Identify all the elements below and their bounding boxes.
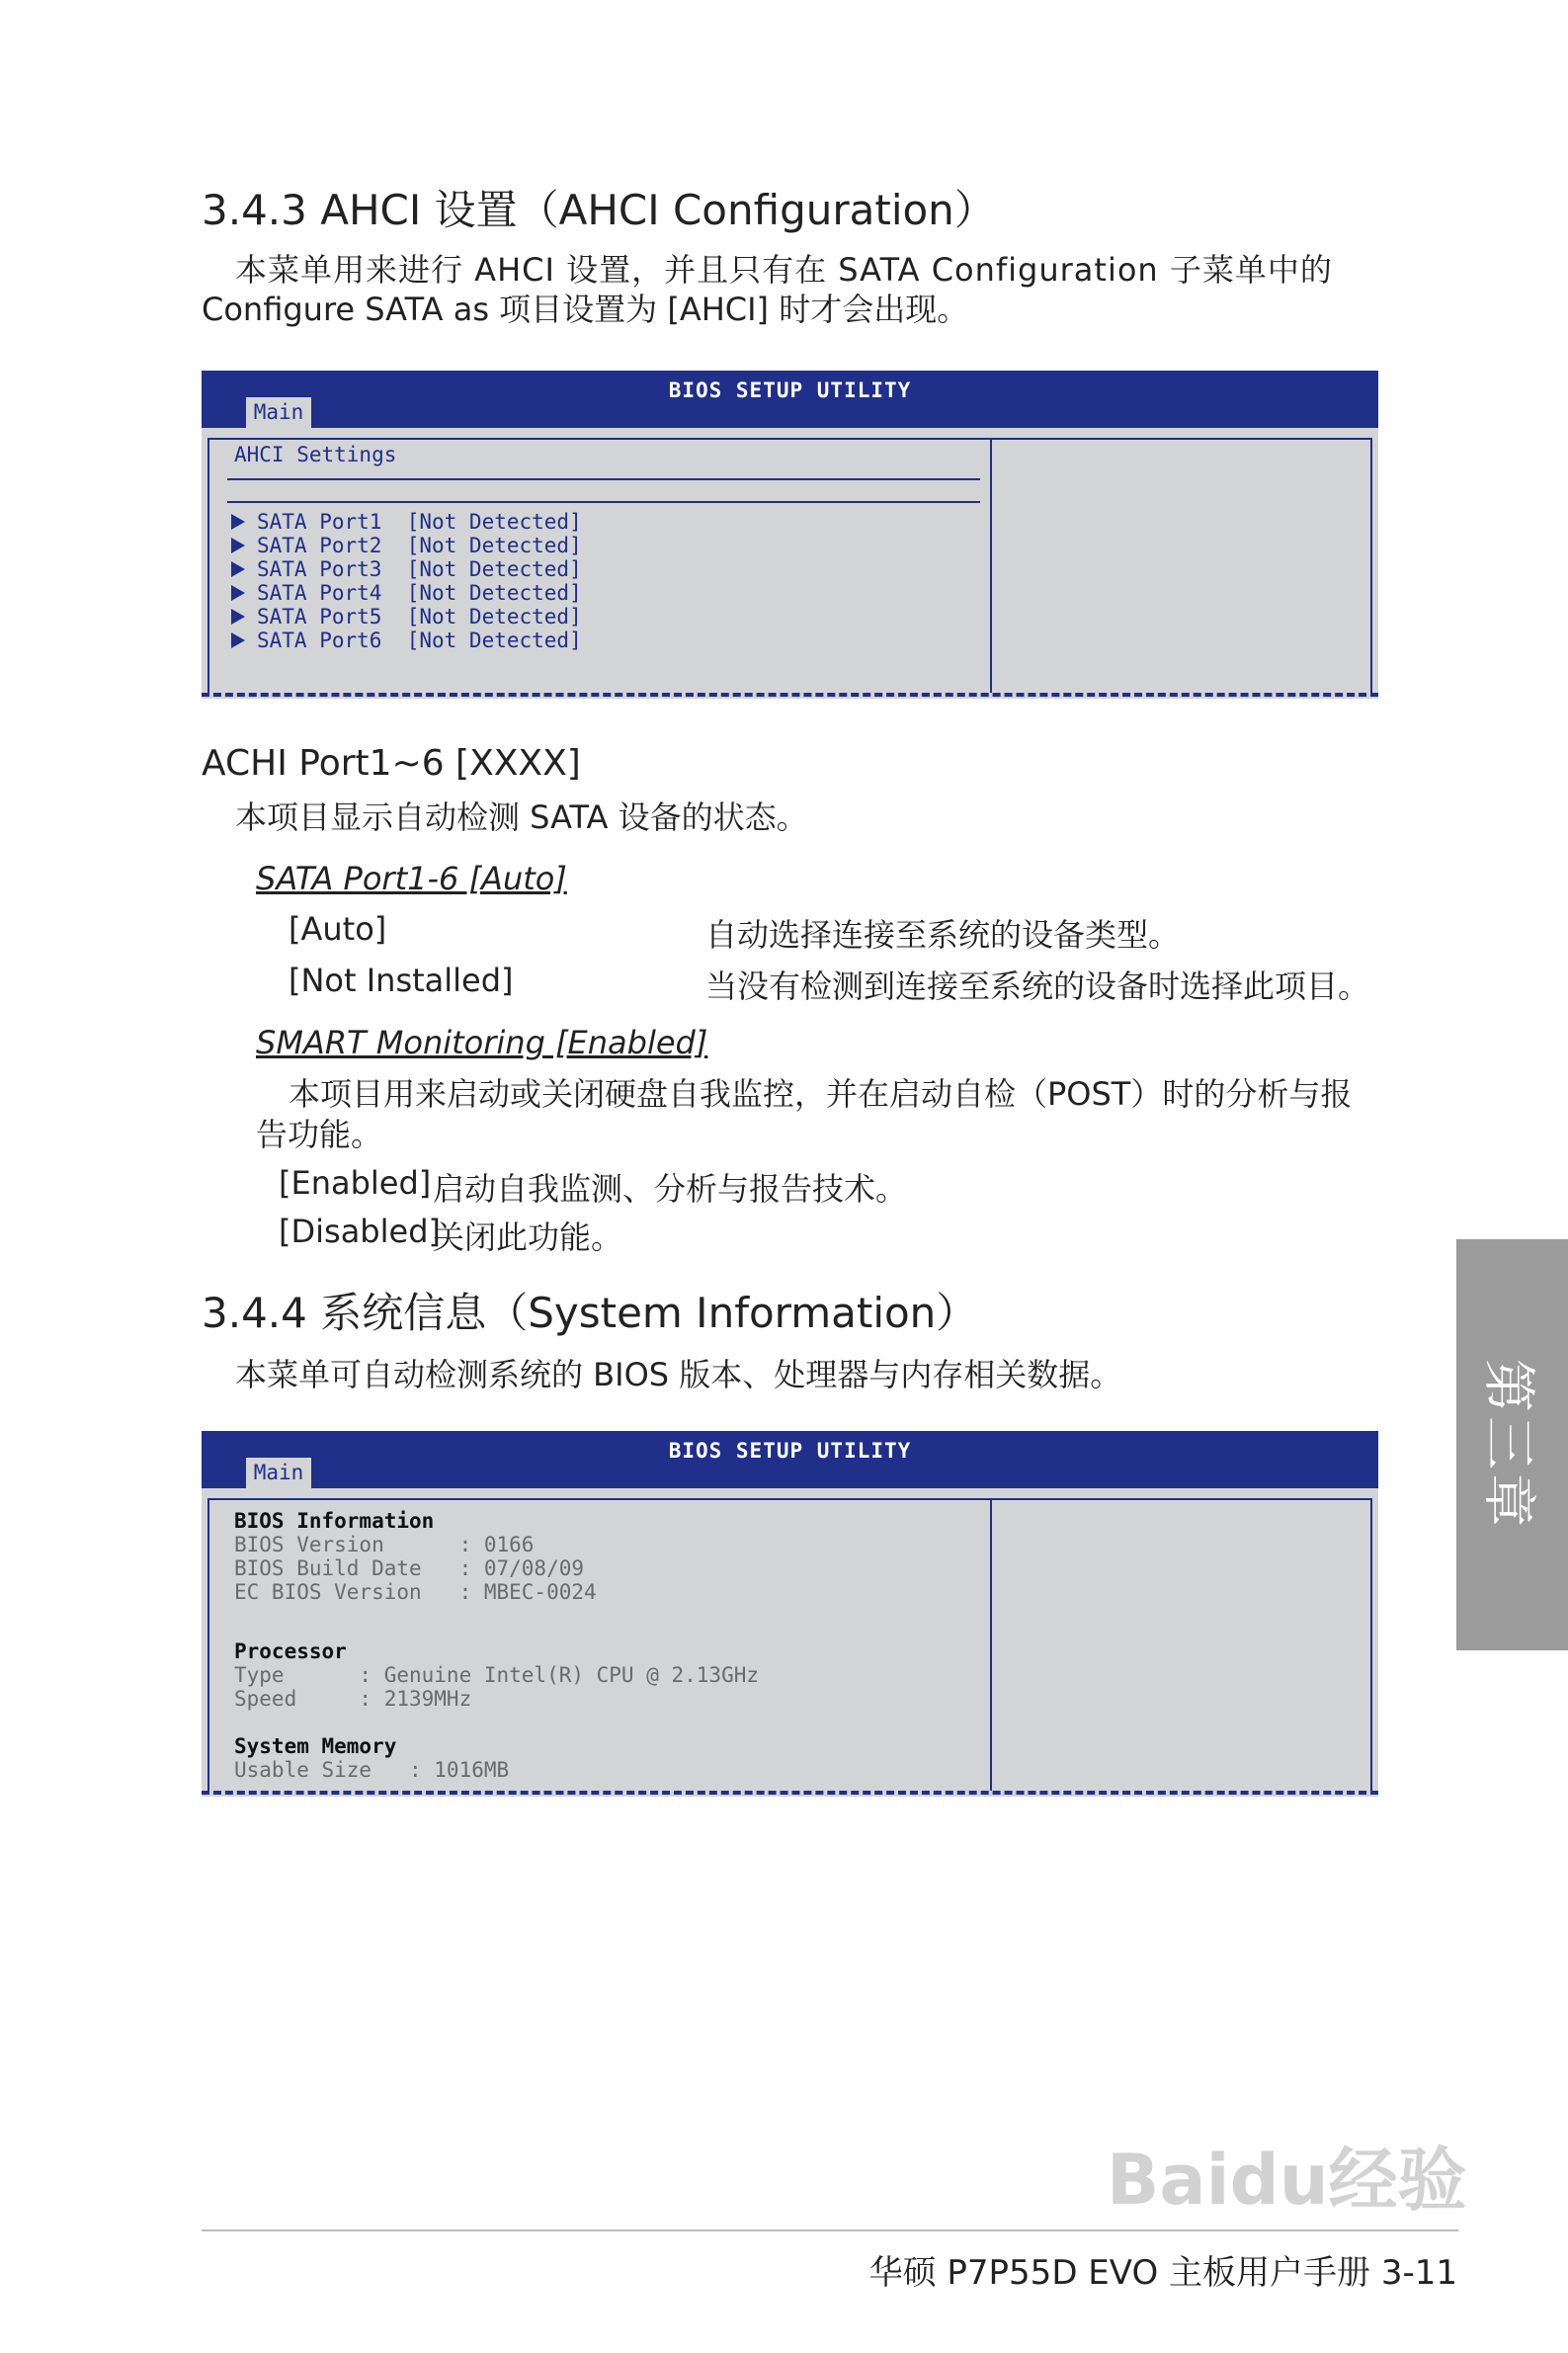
sata-port-item[interactable] (231, 534, 582, 557)
bios-header (202, 1431, 1378, 1488)
tab-main[interactable]: Main (246, 1458, 311, 1488)
option-desc: 关闭此功能。 (433, 1219, 623, 1256)
option-desc: 启动自我监测、分析与报告技术。 (433, 1170, 908, 1208)
sata-port-label: SATA Port2 [Not Detected] (257, 534, 582, 557)
chapter-tab (1456, 1239, 1568, 1650)
option-desc: 当没有检测到连接至系统的设备时选择此项目。 (705, 967, 1370, 1005)
memory-header: System Memory (234, 1734, 397, 1758)
bios-title: BIOS SETUP UTILITY (668, 378, 912, 402)
bios-bottom-dash (202, 1791, 1378, 1795)
ahci-settings-label: AHCI Settings (234, 443, 397, 466)
processor-header: Processor (234, 1639, 347, 1663)
smart-desc-line2: 告功能。 (256, 1116, 383, 1153)
bios-info-header: BIOS Information (234, 1509, 435, 1533)
sata-port-item[interactable] (231, 629, 582, 652)
processor-row: Type : Genuine Intel(R) CPU @ 2.13GHz (234, 1663, 760, 1687)
bios-divider (990, 1498, 992, 1791)
tab-main[interactable]: Main (246, 397, 311, 428)
page-footer: 华硕 P7P55D EVO 主板用户手册 3-11 (868, 2253, 1457, 2293)
baidu-watermark: Baidu经验 (1107, 2140, 1467, 2221)
ahci-intro-line2: Configure SATA as 项目设置为 [AHCI] 时才会出现。 (202, 291, 969, 328)
arrow-right-icon (231, 538, 245, 553)
sata-port-label: SATA Port1 [Not Detected] (257, 510, 582, 534)
sata-port-label: SATA Port5 [Not Detected] (257, 605, 582, 629)
section-heading-ahci: 3.4.3 AHCI 设置（AHCI Configuration） (202, 186, 996, 234)
arrow-right-icon (231, 514, 245, 530)
sata-port-option-label: SATA Port1-6 [Auto] (256, 860, 567, 897)
arrow-right-icon (231, 632, 245, 648)
bios-screen-sysinfo (202, 1431, 1378, 1797)
bios-info-row: BIOS Build Date : 07/08/09 (234, 1556, 585, 1580)
sata-port-item[interactable] (231, 557, 582, 581)
option-name: [Enabled] (279, 1164, 432, 1202)
footer-rule (202, 2229, 1458, 2231)
sata-port-item[interactable] (231, 510, 582, 534)
option-name: [Auto] (289, 910, 387, 948)
ports-heading: ACHI Port1~6 [XXXX] (202, 743, 581, 784)
smart-desc-line1: 本项目用来启动或关闭硬盘自我监控，并在启动自检（POST）时的分析与报 (289, 1075, 1353, 1113)
bios-info-row: BIOS Version : 0166 (234, 1533, 535, 1556)
sata-port-label: SATA Port4 [Not Detected] (257, 581, 582, 605)
sata-port-label: SATA Port3 [Not Detected] (257, 557, 582, 581)
arrow-right-icon (231, 561, 245, 577)
arrow-right-icon (231, 609, 245, 625)
bios-bottom-dash (202, 693, 1378, 697)
bios-divider (990, 438, 992, 693)
smart-option-label: SMART Monitoring [Enabled] (256, 1024, 708, 1061)
bios-header (202, 371, 1378, 428)
ports-desc: 本项目显示自动检测 SATA 设备的状态。 (235, 798, 808, 836)
arrow-right-icon (231, 585, 245, 601)
bios-title: BIOS SETUP UTILITY (668, 1439, 912, 1463)
ahci-intro-line1: 本菜单用来进行 AHCI 设置，并且只有在 SATA Configuration 子菜单中的 (235, 251, 1333, 289)
separator (227, 478, 980, 480)
bios-info-row: EC BIOS Version : MBEC-0024 (234, 1580, 597, 1604)
bios-screen-ahci (202, 371, 1378, 699)
separator (227, 501, 980, 503)
section-heading-sysinfo: 3.4.4 系统信息（System Information） (202, 1289, 978, 1337)
sysinfo-intro: 本菜单可自动检测系统的 BIOS 版本、处理器与内存相关数据。 (235, 1356, 1122, 1393)
option-name: [Disabled] (279, 1213, 441, 1250)
sata-port-item[interactable] (231, 581, 582, 605)
sata-port-label: SATA Port6 [Not Detected] (257, 629, 582, 652)
sata-port-item[interactable] (231, 605, 582, 629)
chapter-tab-label: 第三章 (1477, 1359, 1539, 1531)
processor-row: Speed : 2139MHz (234, 1687, 472, 1711)
option-desc: 自动选择连接至系统的设备类型。 (705, 916, 1181, 954)
memory-row: Usable Size : 1016MB (234, 1758, 510, 1782)
option-name: [Not Installed] (289, 962, 514, 999)
